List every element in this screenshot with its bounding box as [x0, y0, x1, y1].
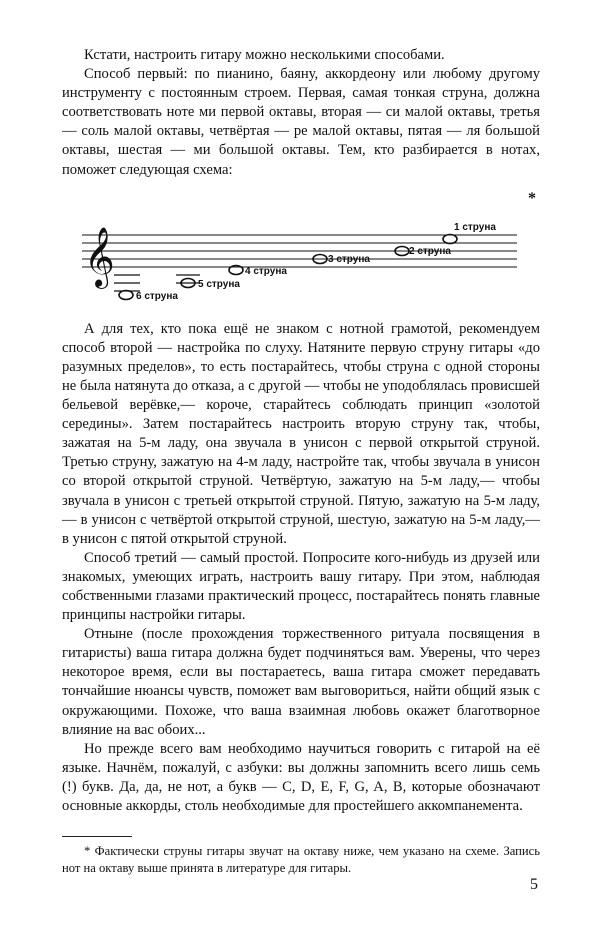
paragraph-from-now-on: Отныне (после прохождения торжественного ритуала посвящения в гитаристы) ваша гитара должна будет подчиняться вам. Уверены, что через некоторое время, если вы постараетесь, ваша гитара сможет передавать тончайшие нюансы чувств, поможет вам выговориться, найти общий язык с окружающими. Похоже, что ваша взаимная любовь окажет благотворное влияние на вас обоих...: [62, 626, 540, 738]
label-string-3: 3 струна: [328, 253, 370, 265]
paragraph-method-three: Способ третий — самый простой. Попросите кого-нибудь из друзей или знакомых, умеющих играть, настроить вашу гитару. При этом, наблюдая собственными глазами практический процесс, постарайтесь понять главные принципы настройки гитары.: [62, 549, 540, 624]
ledger-lines: [114, 275, 200, 291]
label-string-2: 2 струна: [409, 245, 451, 257]
note-string-1: [443, 234, 457, 243]
footnote-divider: [62, 836, 132, 837]
treble-clef-icon: 𝄞: [84, 226, 115, 287]
paragraph-intro: Кстати, настроить гитару можно несколькими способами.: [84, 47, 445, 63]
page-body: [62, 46, 540, 877]
footnote-text: * Фактически струны гитары звучат на октаву ниже, чем указано на схеме. Запись нот на октаву выше принята в литературе для гитары.: [62, 844, 540, 876]
music-staff: [62, 180, 540, 320]
label-string-6: 6 струна: [136, 290, 178, 302]
label-string-4: 4 струна: [245, 265, 287, 277]
label-string-1: 1 струна: [454, 221, 496, 233]
paragraph-alphabet: Но прежде всего вам необходимо научиться говорить с гитарой на её языке. Начнём, пожалуй, с азбуки: вы должны запомнить всего лишь семь (!) букв. Да, да, не нот, а букв — C, D, E, F, G, A, B, которые обозначают основные аккорды, столь необходимые для простейшего аккомпанемента.: [62, 740, 540, 814]
page-number: 5: [530, 876, 538, 893]
tuning-staff-diagram: [62, 180, 540, 320]
staff-lines: [82, 235, 517, 267]
footnote-marker: *: [528, 189, 536, 207]
note-string-6: [119, 290, 133, 299]
paragraph-method-two: А для тех, кто пока ещё не знаком с нотной грамотой, рекомендуем способ второй — настройка по слуху. Натяните первую струну гитары «до разумных пределов», то есть постарайтесь, чтобы струна с одной стороны не была натянута до отказа, а с другой — чтобы не уподоблялась провисшей бельевой верёвке,— короче, старайтесь соблюдать принцип «золотой середины». Затем постарайтесь настроить вторую струну так, чтобы, зажатая на 5-м ладу, она звучала в унисон с первой открытой струной. Третью струну, зажатую на 4-м ладу, настройте так, чтобы звучала в унисон со второй открытой струной. Четвёртую, зажатую на 5-м ладу,— чтобы звучала в унисон с третьей открытой струной. Пятую, зажатую на 5-м ладу,— в унисон с четвёртой открытой струной, шестую, зажатую на 5-м ладу,— в унисон с пятой открытой струной.: [62, 320, 540, 547]
label-string-5: 5 струна: [198, 278, 240, 290]
paragraph-method-one: Способ первый: по пианино, баяну, аккордеону или любому другому инструменту с постоянным строем. Первая, самая тонкая струна, должна соответствовать ноте ми первой октавы, вторая — си малой октавы, третья — соль малой октавы, четвёртая — ре малой октавы, пятая — ля большой октавы, шестая — ми большой октавы. Тем, кто разбирается в нотах, поможет следующая схема:: [62, 66, 540, 178]
